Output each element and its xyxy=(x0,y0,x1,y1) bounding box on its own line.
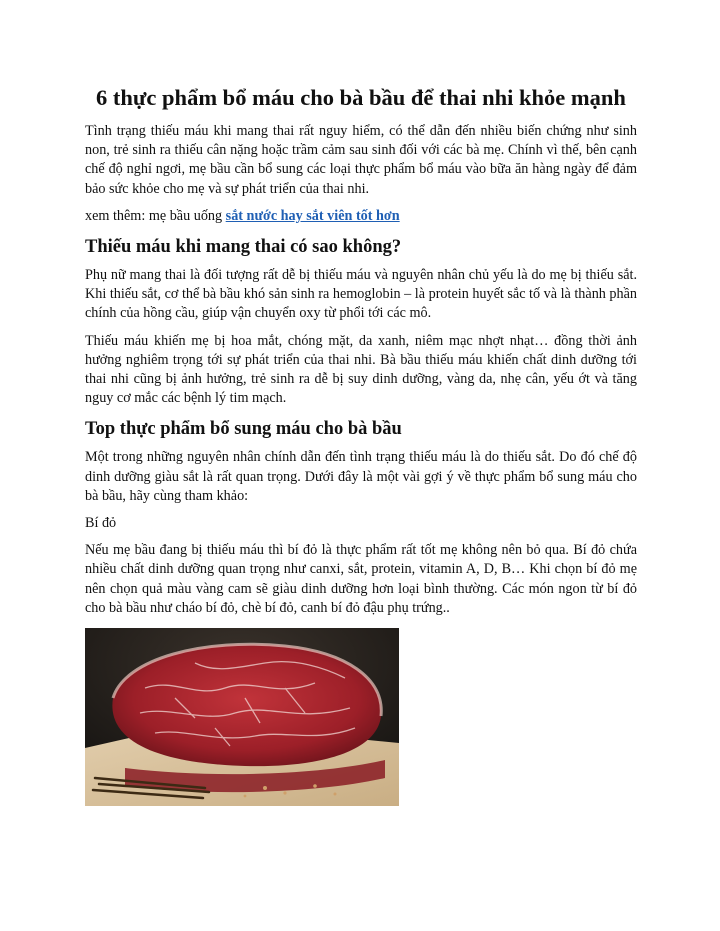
see-more-prefix: xem thêm: mẹ bầu uống xyxy=(85,207,226,224)
section-heading-top-foods: Top thực phẩm bổ sung máu cho bà bầu xyxy=(85,419,402,440)
section1-paragraph-2: Thiếu máu khiến mẹ bị hoa mắt, chóng mặt, da xanh, niêm mạc nhợt nhạt… đồng thời ảnh hưởng nghiêm trọng tới sự phát triển của thai nhi. Bà bầu thiếu máu khiến chất dinh dưỡng tới thai nhi cũng bị ảnh hưởng, trẻ sinh ra dễ bị suy dinh dưỡng, vàng da, nhẹ cân, yếu ớt và tăng nguy cơ mắc các bệnh lý tim mạch. xyxy=(85,332,637,407)
beef-steak-illustration xyxy=(85,628,399,806)
food-item-name: Bí đỏ xyxy=(85,515,117,532)
see-more-line xyxy=(85,207,637,226)
article-title: 6 thực phẩm bổ máu cho bà bầu để thai nhi khỏe mạnh xyxy=(96,85,626,110)
food-item-description: Nếu mẹ bầu đang bị thiếu máu thì bí đỏ là thực phẩm rất tốt mẹ không nên bỏ qua. Bí đỏ chứa nhiều chất dinh dưỡng quan trọng như canxi, sắt, protein, vitamin A, D, B… Khi chọn bí đỏ mẹ nên chọn quả màu vàng cam sẽ giàu dinh dưỡng hơn loại bình thường. Các món ngon từ bí đỏ cho bà bầu như cháo bí đỏ, chè bí đỏ, canh bí đỏ đậu phụ trứng.. xyxy=(85,542,637,616)
section2-paragraph-1: Một trong những nguyên nhân chính dẫn đến tình trạng thiếu máu là do thiếu sắt. Do đó chế độ dinh dưỡng giàu sắt là rất quan trọng. Dưới đây là một vài gợi ý về thực phẩm bổ sung máu cho bà bầu, hãy cùng tham khảo: xyxy=(85,449,637,504)
section1-paragraph-1: Phụ nữ mang thai là đối tượng rất dễ bị thiếu máu và nguyên nhân chủ yếu là do mẹ bị thiếu sắt. Khi thiếu sắt, cơ thể bà bầu khó sản sinh ra hemoglobin – là protein huyết sắc tố và là thành phần chính của hồng cầu, giúp vận chuyển oxy từ phổi tới các mô. xyxy=(85,267,638,322)
see-more-link[interactable]: sắt nước hay sắt viên tốt hơn xyxy=(225,207,400,224)
beef-steak-photo xyxy=(85,628,399,806)
intro-paragraph: Tình trạng thiếu máu khi mang thai rất nguy hiểm, có thể dẫn đến nhiều biến chứng như sinh non, trẻ sinh ra thiếu cân nặng hoặc trầm cảm sau sinh đối với các bà mẹ. Chính vì thế, bên cạnh chế độ nghỉ ngơi, mẹ bầu cần bổ sung các loại thực phẩm bổ máu vào bữa ăn hàng ngày để đảm bảo sức khỏe cho mẹ và sự phát triển của thai nhi. xyxy=(85,123,637,197)
section-heading-anemia: Thiếu máu khi mang thai có sao không? xyxy=(85,237,402,258)
document-page xyxy=(85,84,637,806)
